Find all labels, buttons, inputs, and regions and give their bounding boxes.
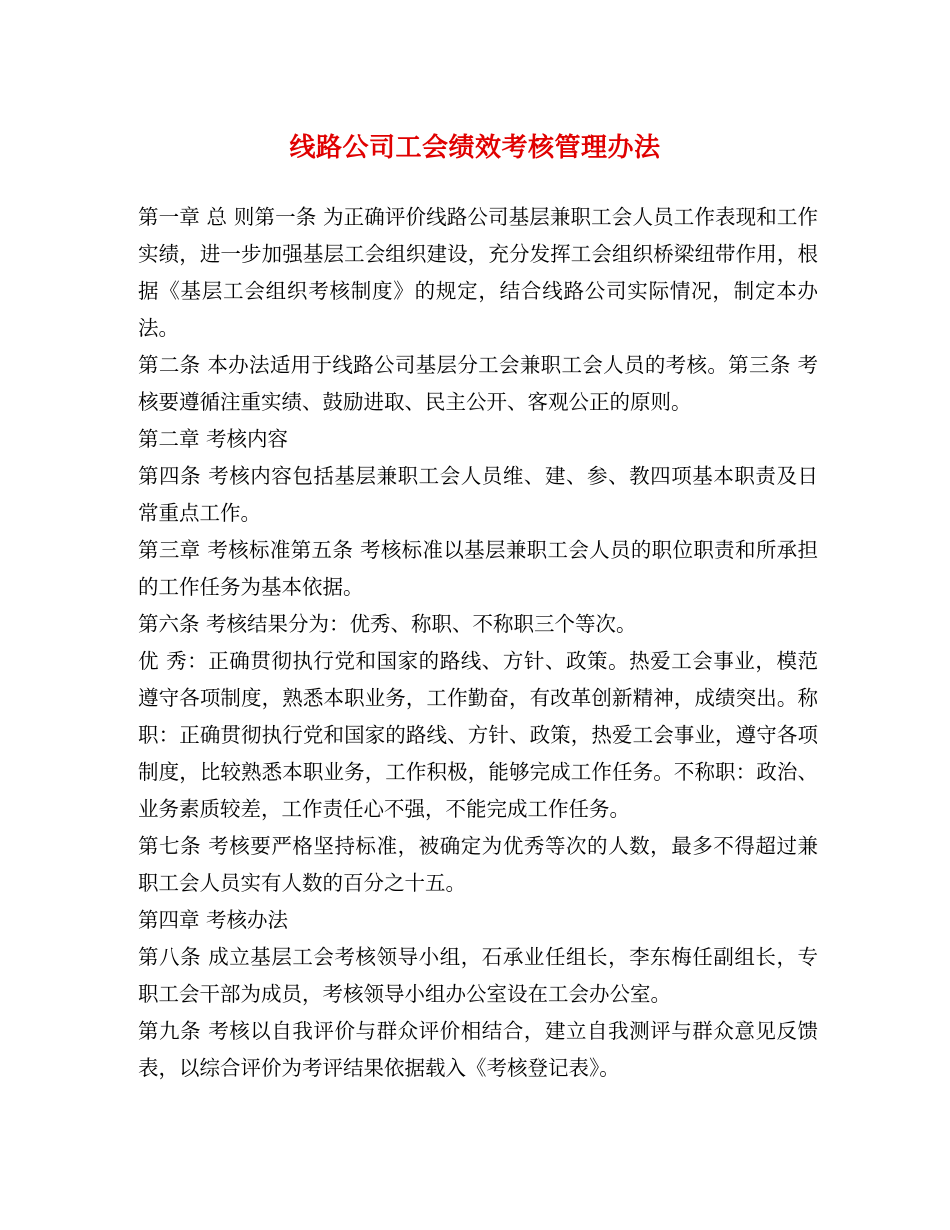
paragraph-article8: 第八条 成立基层工会考核领导小组，石承业任组长，李东梅任副组长，专职工会干部为成员，考核领导小组办公室设在工会办公室。 (138, 945, 818, 1006)
paragraph-chapter3-article5: 第三章 考核标准第五条 考核标准以基层兼职工会人员的职位职责和所承担的工作任务为基本依据。 (138, 538, 818, 599)
paragraph-grade-definitions: 优 秀：正确贯彻执行党和国家的路线、方针、政策。热爱工会事业，模范遵守各项制度，熟悉本职业务，工作勤奋，有改革创新精神，成绩突出。称 职：正确贯彻执行党和国家的路线、方针、政策，热爱工会事业，遵守各项制度，比较熟悉本职业务，工作积极，能够完成工作任务。不称职：政治、业务素质较差，工作责任心不强，不能完成工作任务。 (138, 649, 818, 821)
document-body (138, 199, 818, 1087)
paragraph-article4: 第四条 考核内容包括基层兼职工会人员维、建、参、教四项基本职责及日常重点工作。 (138, 464, 818, 525)
heading-chapter2: 第二章 考核内容 (138, 427, 289, 451)
paragraph-article2-article3: 第二条 本办法适用于线路公司基层分工会兼职工会人员的考核。第三条 考核要遵循注重实绩、鼓励进取、民主公开、客观公正的原则。 (138, 353, 818, 414)
paragraph-article9: 第九条 考核以自我评价与群众评价相结合，建立自我测评与群众意见反馈表，以综合评价为考评结果依据载入《考核登记表》。 (138, 1019, 818, 1080)
document-title: 线路公司工会绩效考核管理办法 (289, 133, 661, 163)
paragraph-article6: 第六条 考核结果分为：优秀、称职、不称职三个等次。 (138, 612, 637, 636)
paragraph-chapter1-article1: 第一章 总 则第一条 为正确评价线路公司基层兼职工会人员工作表现和工作实绩，进一步加强基层工会组织建设，充分发挥工会组织桥梁纽带作用，根据《基层工会组织考核制度》的规定，结合线路公司实际情况，制定本办法。 (138, 205, 818, 340)
heading-chapter4: 第四章 考核办法 (138, 908, 289, 932)
paragraph-article7: 第七条 考核要严格坚持标准，被确定为优秀等次的人数，最多不得超过兼职工会人员实有人数的百分之十五。 (138, 834, 818, 895)
